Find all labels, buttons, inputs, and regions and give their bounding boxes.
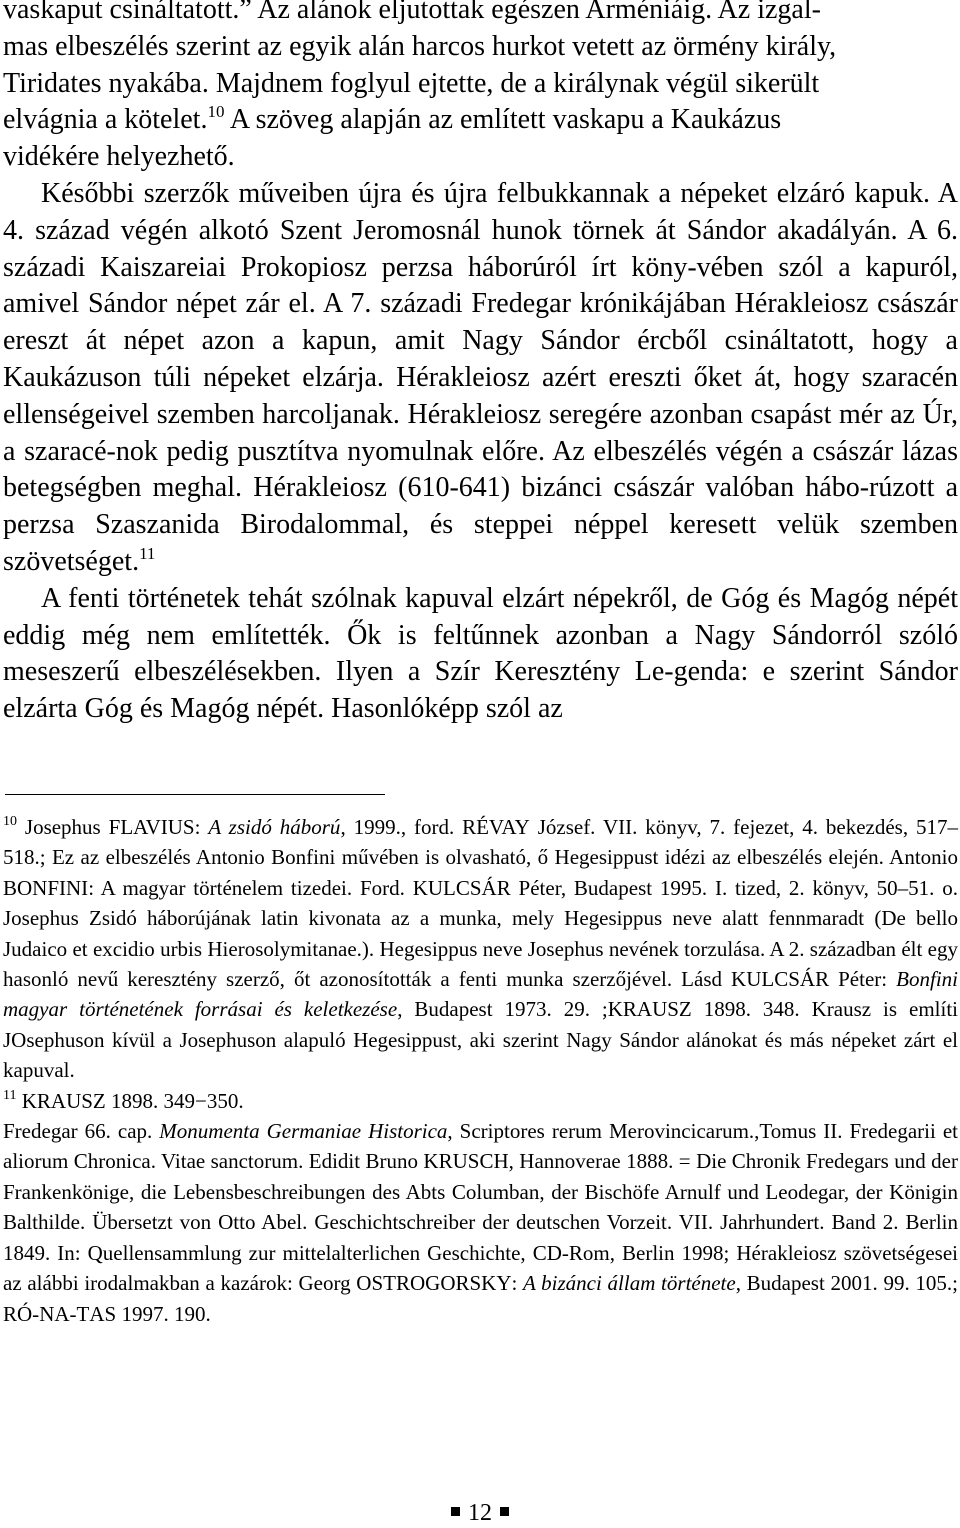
footnote-number: 11 [3,1087,17,1103]
paragraph-1 [3,0,958,176]
author-smallcaps: ÉVAY [476,815,530,839]
footnote-text: -T [69,1301,90,1326]
footnote-ref-11[interactable]: 11 [139,543,156,563]
footnote-text: , Scriptores rerum Merovincicarum.,Tomus II. Fredegarii et aliorum Chronica. Vitae sanctorum. Edidit Bruno K [3,1119,958,1174]
footnote-text: , Budapest 2001. 99. 105.; R [3,1271,958,1326]
text-line: vaskaput csináltatott.” Az alánok eljutottak egészen Arméniáig. Az izgal- [3,0,821,25]
footnote-text: Josephus F [17,815,121,839]
text-line: A szöveg alapján az említett vaskapu a Kaukázus [224,104,782,136]
footnotes [3,812,958,1329]
square-bullet-icon [500,1507,509,1516]
text-line: mas elbeszélés szerint az egyik alán harcos hurkot vetett az örmény király, [3,30,837,62]
footnote-text: : [511,1271,524,1296]
footnote-10 [3,812,958,1086]
footnote-text: 1997. 190. [116,1301,211,1326]
book-title: Monumenta Germaniae Historica [159,1119,448,1144]
page-number: 12 [468,1500,492,1526]
author-smallcaps: RUSCH [438,1149,509,1174]
footnote-text: 1898. 348. Krausz is említi JOsephuson kívül a Josephuson alapuló Hegesippust, aki szerint Nagy Sándor alánokat és más népeket zárt el kapuval. [3,997,958,1083]
author-smallcaps: STROGORSKY [371,1271,512,1296]
footnote-text: József. VII. könyv, 7. fejezet, 4. bekezdés, 517–518.; Ez az elbeszélés Antonio Bonfini művében is olvasható, ő Hegesippust idézi az elbeszélés elején. Antonio B [3,815,958,900]
author-smallcaps: ULCSÁR [746,967,830,992]
footnote-text: : A magyar történelem tizedei. Ford. K [88,875,428,900]
footnote-separator [5,794,385,795]
footnote-text: K [16,1088,37,1113]
footnote-text: Péter, Budapest 1995. I. tized, 2. könyv, 50–51. o. Josephus Zsidó háborújának latin kivonata az a munka, mely Hegesippus neve alatt fennmaradt (De bello Judaico et excidio urbis Hierosolymitanae.). Hegesippus neve Josephus nevének torzulása. A 2. században élt egy hasonló nevű keresztény szerző, őt azonosították a fenti munka szerzőjével. Lásd K [3,875,958,992]
footnote-text: 1898. 349−350. [105,1088,244,1113]
author-smallcaps: RAUSZ [622,997,692,1022]
author-smallcaps: AS [89,1301,117,1326]
author-smallcaps: LAVIUS [120,815,195,839]
footnote-text: : [194,815,209,839]
author-smallcaps: ONFINI [17,875,89,900]
footnote-ref-10[interactable]: 10 [207,102,225,122]
book-title: Bonfini magyar történetének forrásai és keletkezése [3,967,958,1022]
book-title: A zsidó háború [208,815,341,839]
page-number-area [0,1498,960,1528]
text-line: vidékére helyezhető. [3,141,235,173]
footnote-number: 10 [3,814,17,829]
footnote-text: Ó- [17,1301,40,1326]
footnote-fredegar [3,1116,958,1329]
footnote-text: Péter: [829,967,897,992]
footnote-11 [3,1086,958,1116]
footnote-text: , 1999., ford. R [340,815,477,839]
main-text [3,0,958,728]
paragraph-2-text: Későbbi szerzők műveiben újra és újra felbukkannak a népeket elzáró kapuk. A 4. század végén alkotó Szent Jeromosnál hunok törnek át Sándor akadályán. A 6. századi Kaiszareiai Prokopiosz perzsa háborúról írt köny-vében szól a kapuról, amivel Sándor népet zár el. A 7. századi Fredegar krónikájában Hérakleiosz császár ereszt át népet azon a kapun, amit Nagy Sándor ércből csináltatott, hogy a Kaukázuson túli népeket elzárja. Hérakleiosz azért ereszti őket át, hogy szaracén ellenségeivel szemben harcoljanak. Hérakleiosz seregére azonban csapást mér az Úr, a szaracé-nok pedig pusztítva nyomulnak előre. Az elbeszélés végén a császár lázas betegségben meghal. Hérakleiosz (610-641) bizánci császár valóban hábo-rúzott a perzsa Szaszanida Birodalommal, és steppei néppel keresett velük szemben szövetséget. [3,177,958,577]
author-smallcaps: ULCSÁR [427,875,511,900]
paragraph-3: A fenti történetek tehát szólnak kapuval elzárt népekről, de Góg és Magóg népét eddig még nem említették. Ők is feltűnnek azonban a Nagy Sándorról szóló meseszerű elbeszélésekben. Ilyen a Szír Keresztény Le-genda: e szerint Sándor elzárta Góg és Magóg népét. Hasonlóképp szól az [3,582,958,725]
author-smallcaps: NA [39,1301,70,1326]
text-line: Tiridates nyakába. Majdnem foglyul ejtette, de a királynak végül sikerült [3,67,820,99]
paragraph-2 [3,176,958,581]
square-bullet-icon [451,1507,460,1516]
book-title: A bizánci állam története [523,1271,736,1296]
author-smallcaps: RAUSZ [36,1088,106,1113]
footnote-text: , Hannoverae 1888. = Die Chronik Fredegars und der Frankenkönige, die Lebensbeschreibungen des Abts Columban, der Bischöfe Arnulf und Leodegar, der Königin Balthilde. Übersetzt von Otto Abel. Geschichtschreiber der deutschen Vorzeit. VII. Jahrhundert. Band 2. Berlin 1849. In: Quellensammlung zur mittelalterlichen Geschichte, CD-Rom, Berlin 1998; Hérakleiosz szövetségesei az alábbi irodalmakban a kazárok: Georg O [3,1149,958,1296]
footnote-text: Fredegar 66. cap. [3,1119,160,1144]
footnote-text: , Budapest 1973. 29. ;K [397,997,623,1022]
text-line: elvágnia a kötelet. [3,104,208,136]
